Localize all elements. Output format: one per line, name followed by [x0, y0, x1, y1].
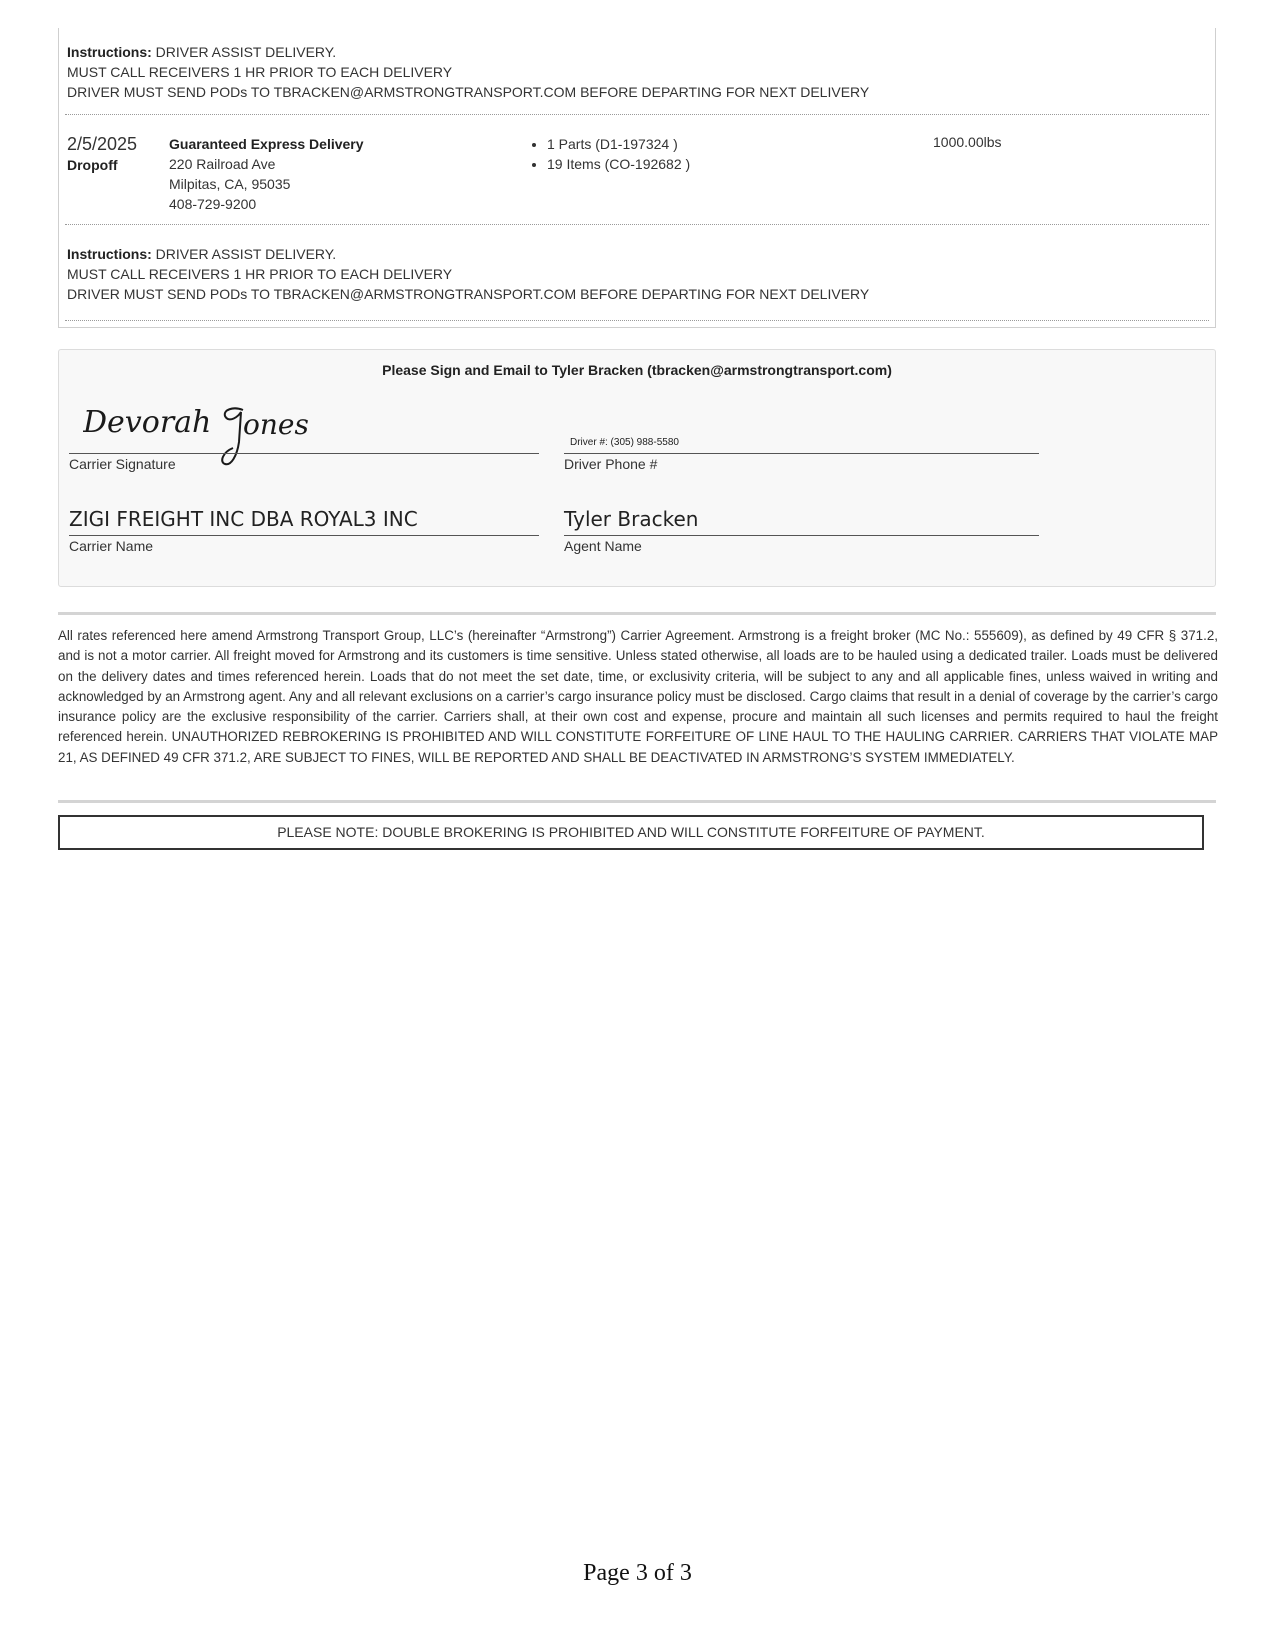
carrier-signature-label: Carrier Signature [69, 456, 176, 472]
stop-type: Dropoff [67, 157, 118, 173]
instructions-label: Instructions: [67, 44, 152, 60]
row-divider [65, 114, 1209, 115]
stop-date: 2/5/2025 [67, 134, 138, 154]
prev-stop-instructions [67, 42, 869, 102]
stop-items-list [527, 134, 690, 174]
signature-title: Please Sign and Email to Tyler Bracken (tbracken@armstrongtransport.com) [382, 362, 892, 378]
row-divider [65, 320, 1209, 321]
address-line: Milpitas, CA, 95035 [169, 176, 291, 192]
agent-name-value: Tyler Bracken [564, 507, 699, 531]
carrier-name-value: ZIGI FREIGHT INC DBA ROYAL3 INC [69, 507, 418, 531]
address-line: 220 Railroad Ave [169, 156, 276, 172]
stop-address [169, 134, 364, 214]
stop-phone: 408-729-9200 [169, 196, 257, 212]
carrier-name-label: Carrier Name [69, 538, 154, 554]
instruction-line: DRIVER MUST SEND PODs TO TBRACKEN@ARMSTRONGTRANSPORT.COM BEFORE DEPARTING FOR NEXT DELIVERY [67, 286, 870, 302]
list-item: • 1 Parts (D1-197324 ) [547, 134, 690, 154]
instruction-line: DRIVER ASSIST DELIVERY. [155, 44, 337, 60]
svg-text:Devorah: Devorah [83, 405, 212, 440]
stops-table [58, 28, 1216, 328]
driver-phone-value: Driver #: (305) 988-5580 [570, 437, 679, 448]
signature-panel [58, 349, 1216, 587]
driver-phone-label: Driver Phone # [564, 456, 658, 472]
driver-phone-line [564, 453, 1039, 454]
instruction-line: DRIVER ASSIST DELIVERY. [155, 246, 337, 262]
terms-divider-top [58, 612, 1216, 615]
terms-paragraph: All rates referenced here amend Armstrong Transport Group, LLC’s (hereinafter “Armstrong”) Carrier Agreement. Armstrong is a freight broker (MC No.: 555609), as defined by 49 CFR § 371.2, and is not a motor carrier. All freight moved for Armstrong and its customers is time sensitive. Unless stated otherwise, all loads are to be hauled using a dedicated trailer. Loads must be delivered on the delivery dates and times referenced herein. Loads that do not meet the set date, time, or exclusivity criteria, will be subject to any and all applicable fines, unless waived in writing and acknowledged by an Armstrong agent. Any and all relevant exclusions on a carrier’s cargo insurance policy must be disclosed. Cargo claims that result in a denial of coverage by the carrier’s cargo insurance policy are the exclusive responsibility of the carrier. Carriers shall, at their own cost and expense, procure and maintain all such licenses and permits required to haul the freight referenced herein. UNAUTHORIZED REBROKERING IS PROHIBITED AND WILL CONSTITUTE FORFEITURE OF LINE HAUL TO THE HAULING CARRIER. CARRIERS THAT VIOLATE MAP 21, AS DEFINED 49 CFR 371.2, ARE SUBJECT TO FINES, WILL BE REPORTED AND SHALL BE DEACTIVATED IN ARMSTRONG’S SYSTEM IMMEDIATELY. [58, 628, 1218, 765]
agent-name-label: Agent Name [564, 538, 642, 554]
double-brokering-note: PLEASE NOTE: DOUBLE BROKERING IS PROHIBITED AND WILL CONSTITUTE FORFEITURE OF PAYMENT. [58, 815, 1204, 850]
stop-instructions [67, 244, 869, 304]
instruction-line: DRIVER MUST SEND PODs TO TBRACKEN@ARMSTRONGTRANSPORT.COM BEFORE DEPARTING FOR NEXT DELIVERY [67, 84, 870, 100]
svg-text:ones: ones [243, 408, 309, 441]
service-level: Guaranteed Express Delivery [169, 136, 364, 152]
instruction-line: MUST CALL RECEIVERS 1 HR PRIOR TO EACH DELIVERY [67, 64, 453, 80]
instructions-label: Instructions: [67, 246, 152, 262]
carrier-signature-line [69, 453, 539, 454]
instruction-line: MUST CALL RECEIVERS 1 HR PRIOR TO EACH DELIVERY [67, 266, 453, 282]
stop-weight: 1000.00lbs [933, 134, 1002, 150]
terms-divider-bottom [58, 800, 1216, 803]
agent-name-line [564, 535, 1039, 536]
list-item: • 19 Items (CO-192682 ) [547, 154, 690, 174]
carrier-name-line [69, 535, 539, 536]
row-divider [65, 224, 1209, 225]
page-number: Page 3 of 3 [583, 1560, 692, 1586]
